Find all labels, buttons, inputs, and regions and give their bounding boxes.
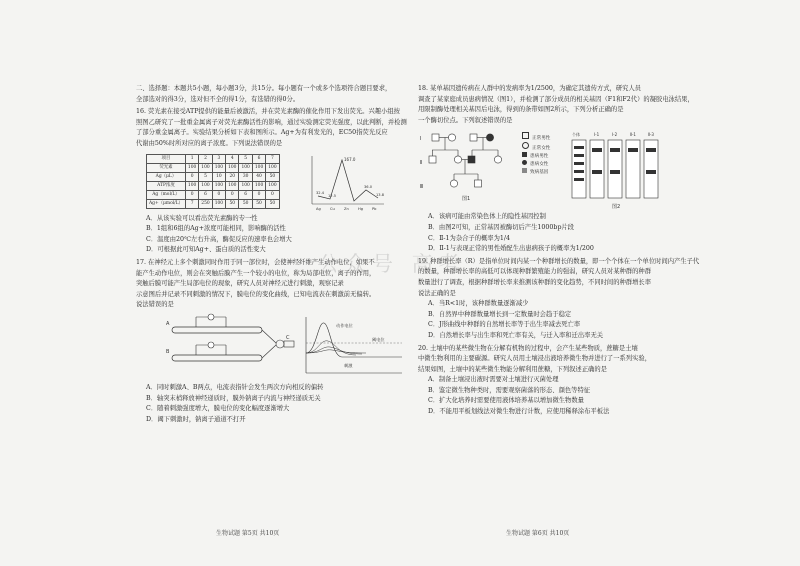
q17-line-3: 突触后膜可能产生局部电位的现象，研究人员对神经元进行刺激，观察记录	[136, 280, 344, 288]
table-cell: 4	[226, 154, 239, 163]
gel-lane-1: Ⅰ-1	[594, 132, 600, 138]
q16-x-3: Zn	[344, 206, 349, 211]
legend-item-1: 正常男性	[522, 132, 550, 142]
q17-label-ap: 动作电位	[336, 322, 353, 328]
q16-label-1: 32.4	[316, 190, 325, 195]
q17-label-threshold: 阈电位	[372, 336, 385, 342]
gel-lane-3: Ⅱ-1	[630, 132, 636, 138]
table-cell: 100	[212, 163, 225, 172]
q19-option-a: A．当R<1时，该种群数量逐渐减少	[428, 300, 529, 308]
table-cell: 2	[199, 154, 212, 163]
q19-line-1: 19. 种群增长率（R）是指单位时间内某一个种群增长的数量，即一个个体在一个单位时间内产生子代	[418, 257, 700, 265]
gel-lane-4: Ⅱ-3	[648, 132, 654, 138]
pedigree-chart	[418, 130, 518, 202]
table-cell: 20	[226, 172, 239, 181]
q16-label-3: 36.0	[364, 184, 373, 189]
q18-line-2: 调查了某家庭成员患病情况（图1），并检测了部分成员的相关基因（F1和F2代）的凝胶电泳结果，	[418, 95, 694, 103]
q16-x-4: Hg	[358, 206, 363, 211]
svg-text:Ⅲ: Ⅲ	[420, 184, 424, 191]
q17-line-5: 说法错误的是	[136, 301, 174, 309]
q16-data-table	[146, 154, 280, 209]
q16-x-1: Ag	[316, 206, 321, 211]
q16-x-5: Pb	[372, 206, 377, 211]
table-cell: 100	[252, 163, 265, 172]
table-cell: 100	[212, 181, 225, 190]
table-cell: 0	[226, 190, 239, 199]
q17-label-a: A	[166, 320, 170, 327]
table-cell: 50	[266, 199, 279, 208]
q16-option-b: B．1组和6组的Ag+浓度可能相同，影响酶的活性	[146, 225, 286, 233]
question-20	[418, 344, 670, 376]
table-row	[147, 181, 280, 190]
table-cell: 100	[239, 181, 252, 190]
q20-line-2: 中微生物利用的主要碳源。研究人员用土壤浸出液培养微生物并进行了一系列实验，	[418, 355, 651, 363]
table-cell: 100	[266, 163, 279, 172]
table-cell: 6	[239, 190, 252, 199]
q18-option-b: B．由图2可知，正常基因被酶切后产生1000bp片段	[428, 223, 575, 231]
q20-line-3: 结果如图，土壤中的某些微生物能分解利用蔗糖，下列叙述正确的是	[418, 365, 607, 373]
q20-line-1: 20. 土壤中的某些微生物在分解有机物的过程中，会产生某些物质，蔗糖是土壤	[418, 344, 638, 352]
table-cell: 0	[185, 190, 198, 199]
legend-item-4: 患病女性	[522, 160, 550, 168]
q17-option-a: A．同时刺激A、B两点，电流表指针会发生两次方向相反的偏转	[146, 383, 324, 391]
table-cell: 7	[185, 199, 198, 208]
table-row	[147, 190, 280, 199]
table-cell: 50	[266, 172, 279, 181]
q16-label-4: 13.8	[376, 192, 385, 197]
q17-label-c: C	[286, 334, 290, 341]
q17-label-stim: 刺激	[344, 362, 353, 368]
table-cell: 100	[239, 163, 252, 172]
table-cell: Ag（μL）	[147, 172, 186, 181]
q16-option-c: C．温度由20℃左右升高，酶促反应的速率也会增大	[146, 235, 292, 243]
q17-options	[136, 383, 388, 425]
section-heading: 二、选择题：本题共5小题，每小题3分，共15分。每小题有一个或多个选项符合题目要求，	[136, 85, 392, 92]
table-cell: 50	[252, 199, 265, 208]
table-cell: Ag（mol/L）	[147, 190, 186, 199]
table-cell: 40	[252, 172, 265, 181]
q20-options	[418, 375, 670, 417]
table-cell: 100	[226, 181, 239, 190]
q16-label-2: 12.5	[328, 193, 337, 198]
q19-line-2: 的数量，种群增长率的高低可以体现种群繁殖能力的强弱，研究人员对某种群的种群	[418, 268, 651, 276]
figure-2-label: 图2	[612, 204, 621, 211]
q20-option-d: D．不能用平板划线法对微生物进行计数，应使用稀释涂布平板法	[428, 408, 610, 416]
table-cell: 30	[239, 172, 252, 181]
table-cell: 3	[212, 154, 225, 163]
q17-option-c: C．随着刺激强度增大，膜电位的变化幅度逐渐增大	[146, 405, 290, 413]
q16-chart-line	[318, 160, 378, 201]
q16-option-d: D．可根据此可知Ag+、蛋白质的活性变大	[146, 246, 266, 254]
q16-line-4: 代谢由50%时所对应的离子浓度。下列说法错误的是	[136, 139, 283, 147]
figure-1-label: 图1	[462, 196, 471, 203]
q19-line-4: 说法正确的是	[418, 289, 456, 297]
q16-line-3: 了部分重金属离子。实验结果分析如下表和图所示。Ag+为有利发光的，EC50指荧光反应	[136, 129, 388, 137]
electrophoresis-gel	[568, 130, 668, 210]
table-cell: 6	[252, 154, 265, 163]
q18-figures	[418, 130, 670, 212]
table-cell: 100	[199, 163, 212, 172]
q18-option-c: C．Ⅱ-1为杂合子的概率为1/4	[428, 234, 511, 242]
table-cell: 100	[199, 181, 212, 190]
svg-text:Ⅱ: Ⅱ	[420, 160, 423, 167]
table-cell: ATP浓度	[147, 181, 186, 190]
table-cell: 荧光素	[147, 163, 186, 172]
table-row	[147, 199, 280, 208]
q16-option-a: A．从该实验可以看出荧光素酶的专一性	[146, 214, 258, 222]
gel-lane-2: Ⅰ-2	[612, 132, 618, 138]
table-cell: 100	[185, 163, 198, 172]
table-cell: 100	[252, 181, 265, 190]
table-cell: 100	[212, 199, 225, 208]
table-cell: 5	[239, 154, 252, 163]
table-row	[147, 163, 280, 172]
q19-line-3: 数量进行了调查，根据种群增长率来推测该种群的变化趋势，不同时间的种群增长率	[418, 278, 651, 286]
svg-text:Ⅰ: Ⅰ	[420, 136, 422, 143]
table-cell: Ag+（μmol/L）	[147, 199, 186, 208]
q16-x-2: Cu	[330, 206, 335, 211]
q17-neuron-figure	[166, 313, 406, 383]
table-cell: 10	[212, 172, 225, 181]
legend-item-5: 致病基因	[522, 168, 550, 176]
q16-figures	[146, 152, 388, 214]
table-cell: 6	[199, 190, 212, 199]
q17-label-b: B	[166, 348, 170, 355]
q20-option-a: A．制备土壤浸出液时需要对土壤进行灭菌处理	[428, 376, 559, 384]
table-cell: 项目	[147, 154, 186, 163]
table-cell: 0	[212, 190, 225, 199]
gel-lane-0: 个体	[572, 132, 580, 138]
section-instructions: 全部选对的得3分，选对但不全的得1分，有选错的得0分。	[136, 95, 300, 103]
q18-option-d: D．Ⅱ-1与表现正常的男性婚配生出患病孩子的概率为1/200	[428, 245, 594, 253]
q18-option-a: A．该病可能由常染色体上的隐性基因控制	[428, 213, 546, 221]
q18-line-1: 18. 某单基因遗传病在人群中的发病率为1/2500，为确定其遗传方式，研究人员	[418, 85, 642, 92]
question-16	[136, 107, 407, 149]
table-row	[147, 172, 280, 181]
table-cell: 250	[199, 199, 212, 208]
q20-option-b: B．鉴定微生物种类时，需要观察菌落的形态、颜色等特征	[428, 386, 591, 394]
table-cell: 100	[185, 181, 198, 190]
q17-option-d: D．阈下刺激时，钠离子通道不打开	[146, 415, 246, 423]
q16-line-1: 16. 荧光素在接受ATP提供的能量后被激活，并在荧光素酶的催化作用下发出荧光。兴趣小组按	[136, 108, 400, 116]
table-cell: 0	[252, 190, 265, 199]
q17-line-1: 17. 在神经元上多个刺激同时作用于同一部位时，会使神经纤维产生动作电位，如果不	[136, 258, 375, 266]
watermark-text: 公众号 高考	[318, 252, 466, 276]
legend-item-2: 正常女性	[522, 142, 550, 152]
q19-option-b: B．自然界中种群数量增长到一定数量时会趋于稳定	[428, 310, 572, 318]
table-cell: 1	[185, 154, 198, 163]
table-cell: 50	[226, 199, 239, 208]
table-row	[147, 154, 280, 163]
q17-line-2: 能产生动作电位，则会在突触后膜产生一个较小的电位，称为局部电位，离子的作用，	[136, 269, 376, 277]
table-cell: 7	[266, 154, 279, 163]
table-cell: 0	[185, 172, 198, 181]
table-cell: 0	[266, 190, 279, 199]
table-cell: 5	[199, 172, 212, 181]
q19-option-d: D．自然增长率与出生率和死亡率有关，与迁入率和迁出率无关	[428, 331, 604, 339]
legend-item-3: 患病男性	[522, 152, 550, 160]
right-page-footer: 生物试题 第6页 共10页	[506, 530, 570, 537]
q16-line-2: 照图乙研究了一批重金属离子对荧光素酶活性的影响，通过实验测定荧光强度，以此判断，并检测	[136, 118, 407, 126]
table-cell: 50	[239, 199, 252, 208]
q19-options	[418, 299, 670, 341]
q18-line-3: 用限制酶处理相关基因后电泳，得到的条带如图2所示，下列分析正确的是	[418, 106, 624, 114]
q17-option-b: B．轴突末梢释放神经递质时，膜外钠离子内流与神经递质无关	[146, 394, 321, 402]
q17-line-4: 示意图后并记录不同刺激的情况下，膜电位的变化曲线，已知电流表在刺激前无偏转。	[136, 290, 376, 298]
q16-line-chart	[306, 152, 386, 212]
table-cell: 100	[226, 163, 239, 172]
q19-option-c: C．J形曲线中种群的自然增长率等于出生率减去死亡率	[428, 321, 581, 329]
pedigree-legend	[522, 132, 550, 176]
left-page-footer: 生物试题 第5页 共10页	[216, 530, 280, 537]
question-18	[418, 84, 694, 126]
table-cell: 100	[266, 181, 279, 190]
q20-option-c: C．扩大化培养时需要使用液体培养基以增加微生物数量	[428, 397, 584, 405]
q16-peak-label: 167.0	[344, 156, 356, 162]
q18-line-4: 一个酶切位点。下列叙述错误的是	[418, 116, 513, 124]
